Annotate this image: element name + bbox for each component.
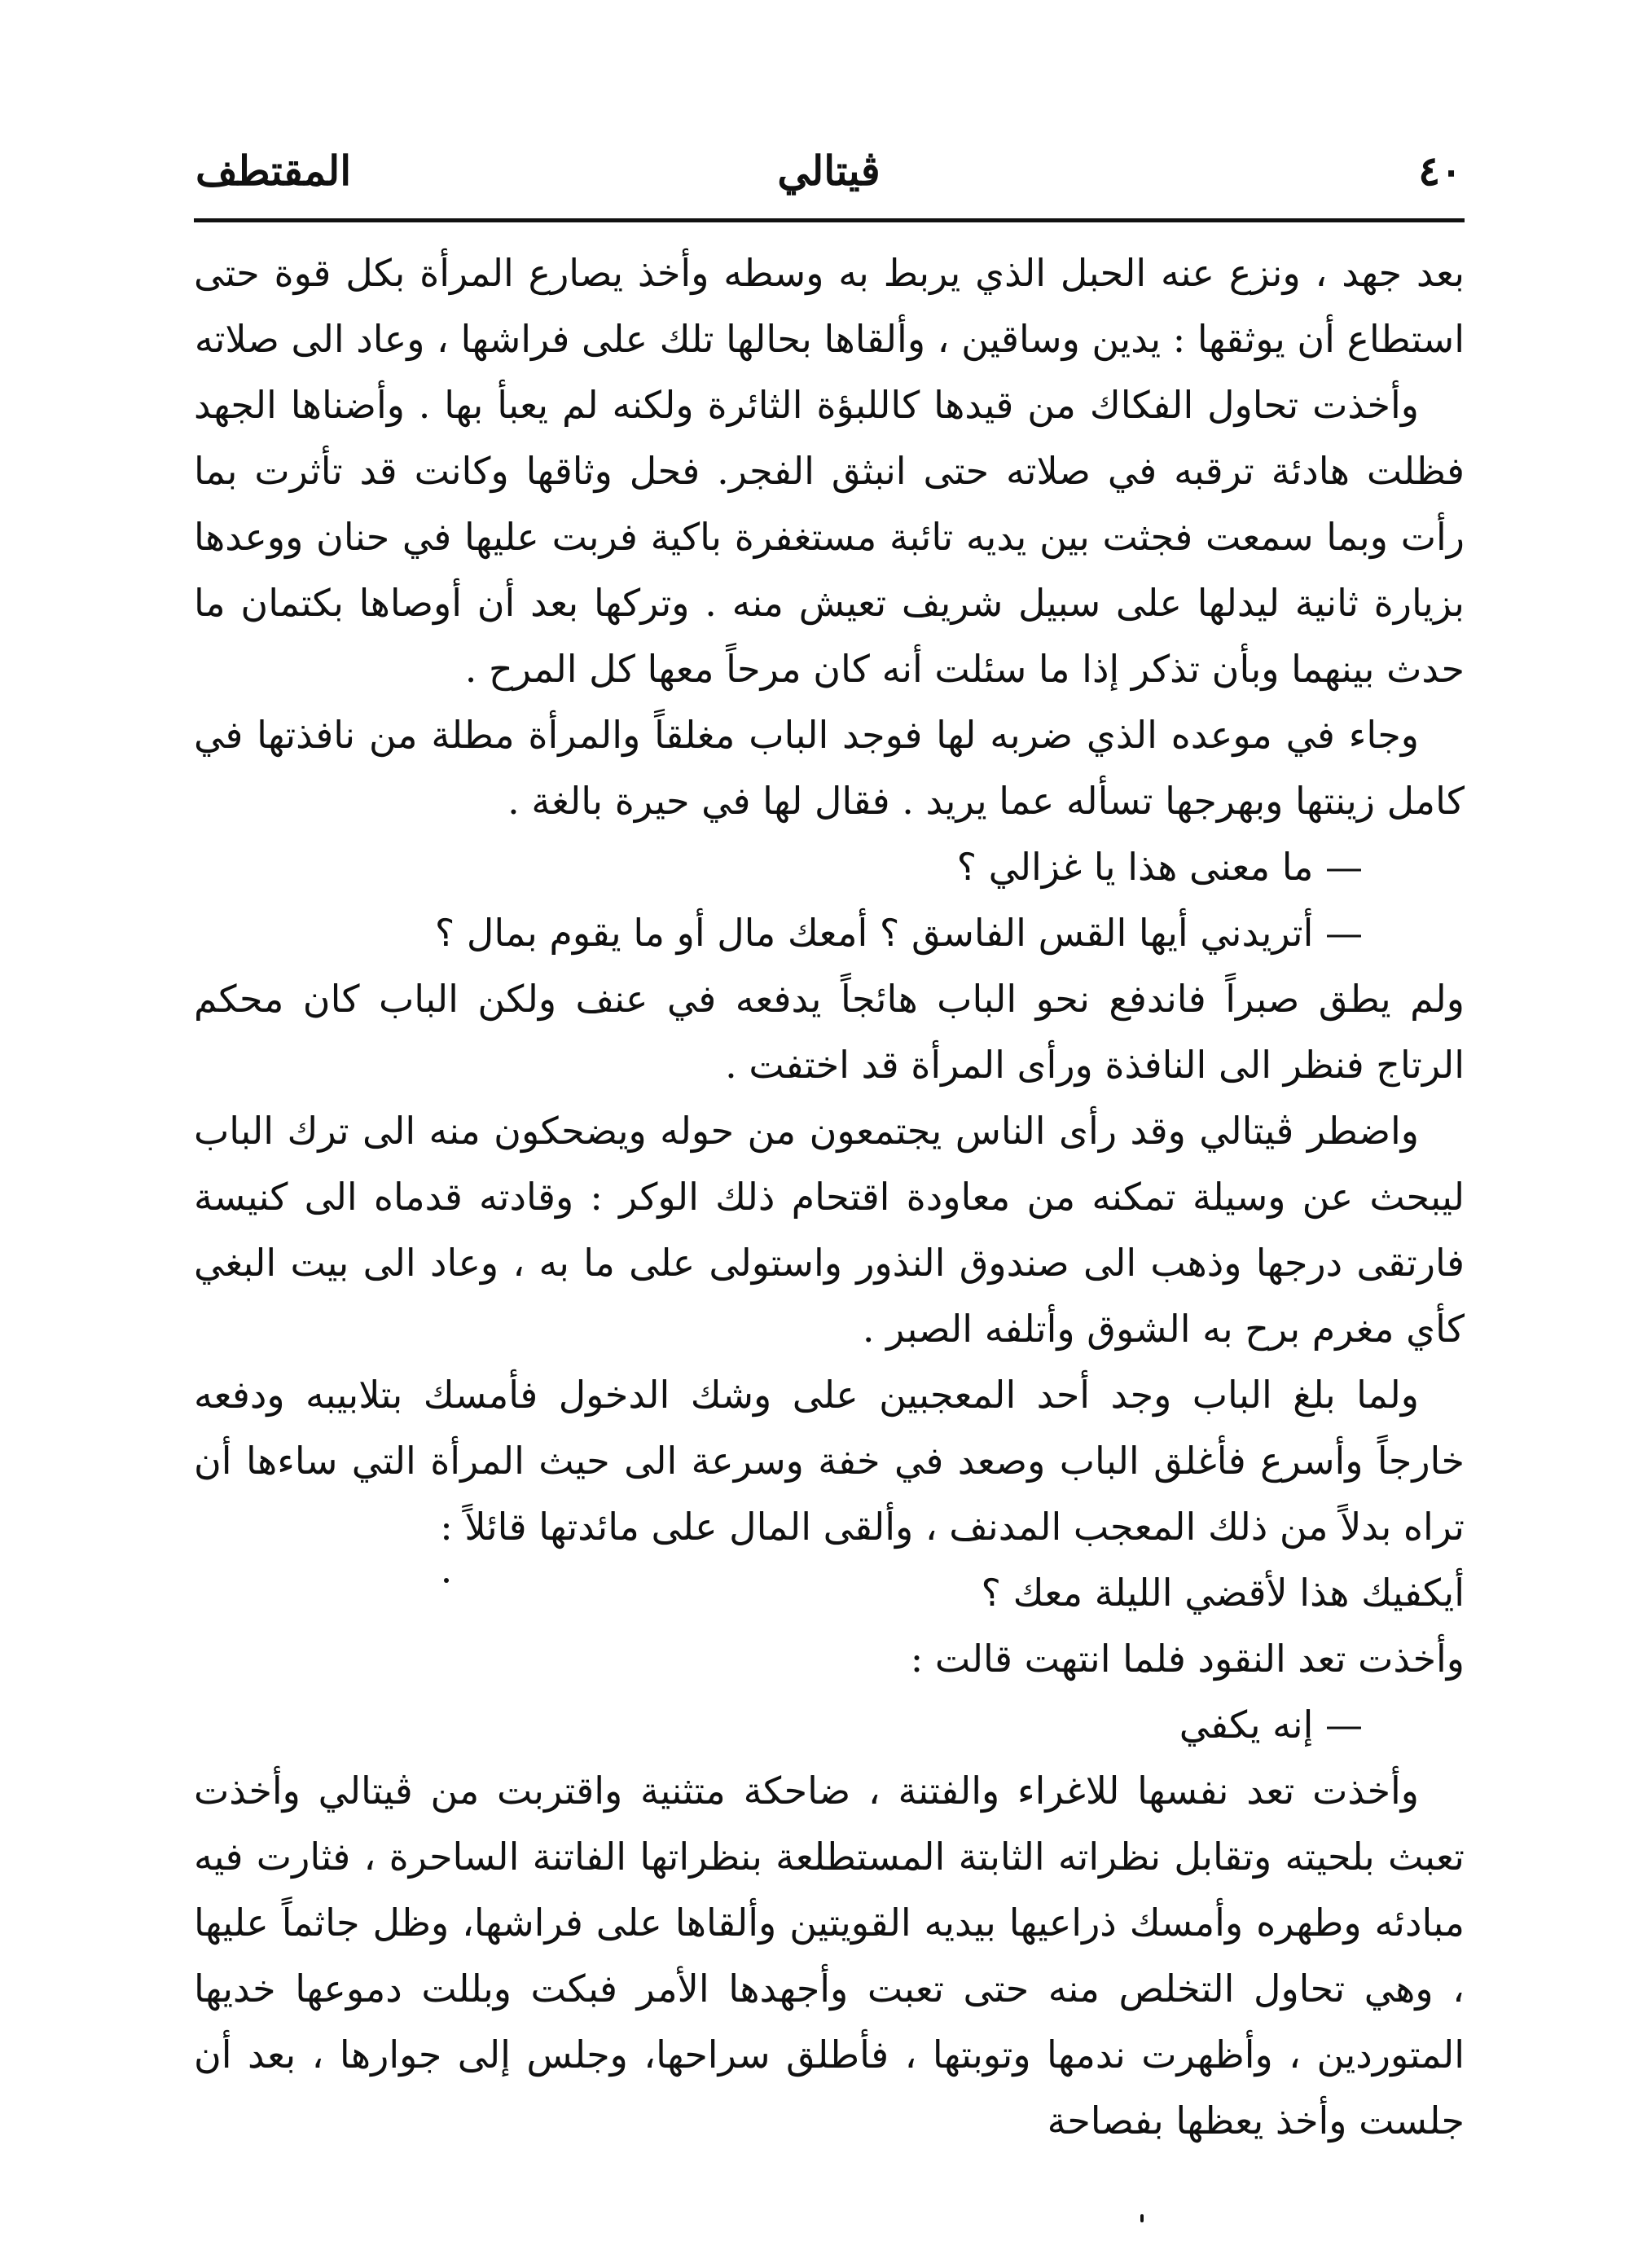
print-speck (444, 1578, 449, 1583)
paragraph: وأخذت تعد نفسها للاغراء والفتنة ، ضاحكة متثنية واقتربت من ڤيتالي وأخذت تعبث بلحيته وتقابل نظراته الثابتة المستطلعة بنظراتها الفاتنة الساحرة ، فثارت فيه مبادئه وطهره وأمسك ذراعيها بيديه القويتين وألقاها على فراشها، وظل جاثماً عليها ، وهي تحاول التخلص منه حتى تعبت وأجهدها الأمر فبكت وبللت دموعها خديها المتوردين ، وأظهرت ندمها وتوبتها ، فأطلق سراحها، وجلس إلى جوارها ، بعد أن جلست وأخذ يعظها بفصاحة (194, 1769, 1465, 2143)
dialogue-line: — إنه يكفي (1179, 1703, 1363, 1747)
paragraph: واضطر ڤيتالي وقد رأى الناس يجتمعون من حوله ويضحكون منه الى ترك الباب ليبحث عن وسيلة تمكنه من معاودة اقتحام ذلك الوكر : وقادته قدماه الى كنيسة فارتقى درجها وذهب الى صندوق النذور واستولى على ما به ، وعاد الى بيت البغي كأي مغرم برح به الشوق وأتلفه الصبر . (194, 1109, 1465, 1351)
paragraph: وجاء في موعده الذي ضربه لها فوجد الباب مغلقاً والمرأة مطلة من نافذتها في كامل زينتها وبهرجها تسأله عما يريد . فقال لها في حيرة بالغة . (194, 713, 1465, 823)
paragraph: وأخذت تعد النقود فلما انتهت قالت : (910, 1637, 1465, 1681)
dialogue-line: أيكفيك هذا لأقضي الليلة معك ؟ (981, 1571, 1465, 1615)
running-title: ڤيتالي (777, 147, 881, 195)
dialogue-line: — ما معنى هذا يا غزالي ؟ (956, 845, 1363, 889)
journal-name: المقتطف (195, 147, 352, 195)
paragraph: بعد جهد ، ونزع عنه الحبل الذي يربط به وسطه وأخذ يصارع المرأة بكل قوة حتى استطاع أن يوثقها : يدين وساقين ، وألقاها بحالها تلك على فراشها ، وعاد الى صلاته (194, 251, 1465, 361)
paragraph: ولما بلغ الباب وجد أحد المعجبين على وشك الدخول فأمسك بتلابيبه ودفعه خارجاً وأسرع فأغلق الباب وصعد في خفة وسرعة الى حيث المرأة التي ساءها أن تراه بدلاً من ذلك المعجب المدنف ، وألقى المال على مائدتها قائلاً : (194, 1373, 1465, 1549)
paragraph: وأخذت تحاول الفكاك من قيدها كاللبؤة الثائرة ولكنه لم يعبأ بها . وأضناها الجهد فظلت هادئة ترقبه في صلاته حتى انبثق الفجر. فحل وثاقها وكانت قد تأثرت بما رأت وبما سمعت فجثت بين يديه تائبة مستغفرة باكية فربت عليها في حنان ووعدها بزيارة ثانية ليدلها على سبيل شريف تعيش منه . وتركها بعد أن أوصاها بكتمان ما حدث بينهما وبأن تذكر إذا ما سئلت أنه كان مرحاً معها كل المرح . (194, 383, 1465, 691)
body-text (194, 240, 1465, 2154)
page-number: ٤٠ (1418, 147, 1462, 195)
print-speck (1140, 2214, 1144, 2222)
dialogue-line: — أتريدني أيها القس الفاسق ؟ أمعك مال أو ما يقوم بمال ؟ (434, 911, 1363, 955)
header-rule (194, 218, 1465, 222)
page-header (195, 147, 1462, 220)
paragraph: ولم يطق صبراً فاندفع نحو الباب هائجاً يدفعه في عنف ولكن الباب كان محكم الرتاج فنظر الى النافذة ورأى المرأة قد اختفت . (194, 977, 1465, 1087)
